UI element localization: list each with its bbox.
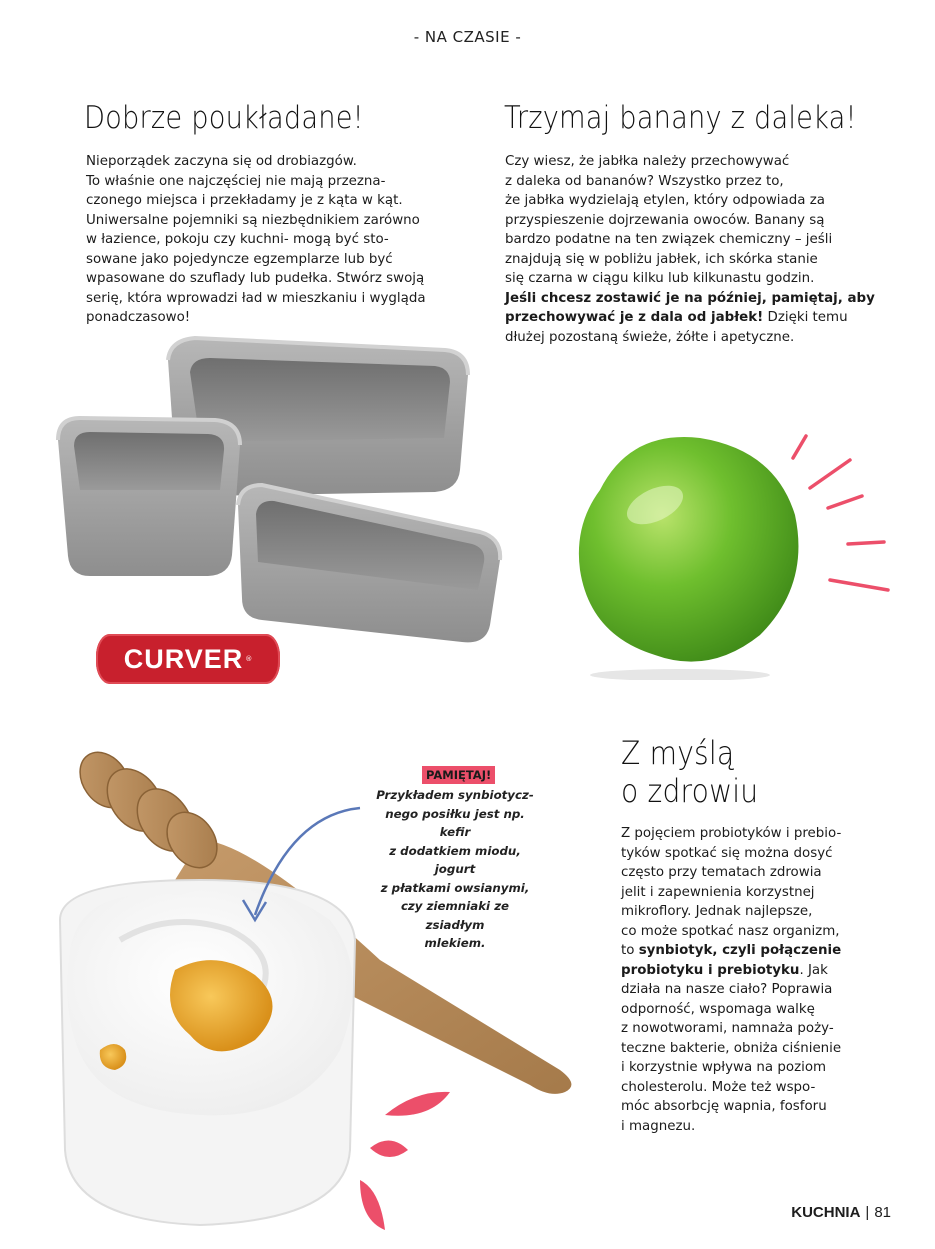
article-2-body	[505, 152, 905, 347]
article-3-body-bold: synbiotyk, czyli połączenie probiotyku i prebiotyku	[621, 943, 842, 978]
article-3-title-line2: o zdrowiu	[621, 772, 759, 810]
article-1-title: Dobrze poukładane!	[84, 100, 364, 136]
remember-badge: PAMIĘTAJ!	[422, 766, 495, 784]
article-2-title: Trzymaj banany z daleka!	[504, 100, 857, 136]
article-3-body-part2: . Jak działa na nasze ciało? Poprawia odporność, wspomaga walkę z nowotworami, namnaża poży- teczne bakterie, obniża ciśnienie i korzystnie wpływa na poziom cholesterolu. Może też wspo- móc absorbcję wapnia, fosforu i magnezu.	[621, 962, 842, 1134]
remember-note: Przykładem synbiotycz- nego posiłku jest np. kefir z dodatkiem miodu, jogurt z płatkami owsianymi, czy ziemniaki ze zsiadłym mlekiem.	[376, 788, 534, 950]
footer-separator: |	[865, 1204, 870, 1221]
article-3-title-line1: Z myślą	[621, 734, 735, 772]
curver-logo-text: CURVER	[123, 643, 244, 674]
article-2-body-part2: Dzięki temu dłużej pozostaną świeże, żółte i apetyczne.	[505, 310, 848, 345]
footer-section-name: KUCHNIA	[791, 1204, 861, 1221]
article-2-body-bold: Jeśli chcesz zostawić je na później, pamiętaj, aby przechowywać je z dala od jabłek!	[505, 290, 875, 325]
green-apple-image	[560, 420, 900, 680]
page-number: 81	[874, 1204, 891, 1221]
article-1-body: Nieporządek zaczyna się od drobiazgów. To właśnie one najczęściej nie mają przezna- czonego miejsca i przekładamy je z kąta w kąt. Uniwersalne pojemniki są niezbędnikiem zarówno w łazience, pokoju czy kuchni- mogą być sto- sowane jako pojedyncze egzemplarze lub być wpasowane do szuflady lub pudełka. Stwórz swoją serię, która wprowadzi ład w mieszkaniu i wygląda ponadczasowo!	[86, 154, 426, 325]
article-2-body-part1: Czy wiesz, że jabłka należy przechowywać z daleka od bananów? Wszystko przez to, że jabłka wydzielają etylen, który odpowiada za przyspieszenie dojrzewania owoców. Banany są bardzo podatne na ten związek chemiczny – jeśli znajdują się w pobliżu jabłek, ich skórka stanie się czarna w ciągu kilku lub kilkunastu godzin.	[505, 154, 833, 286]
article-3-body-part1: Z pojęciem probiotyków i prebio- tyków spotkać się można dosyć często przy tematach zdrowia jelit i zapewnienia korzystnej mikroflory. Jednak najlepsze, co może spotkać nasz organizm, to	[621, 826, 842, 958]
article-3-title	[621, 734, 758, 810]
section-label: - NA CZASIE -	[413, 28, 522, 46]
article-3-body	[621, 824, 881, 1136]
page-footer	[791, 1204, 891, 1221]
curver-logo-mark: ®	[245, 655, 253, 663]
storage-containers-image	[50, 300, 510, 660]
curver-logo	[96, 634, 280, 684]
